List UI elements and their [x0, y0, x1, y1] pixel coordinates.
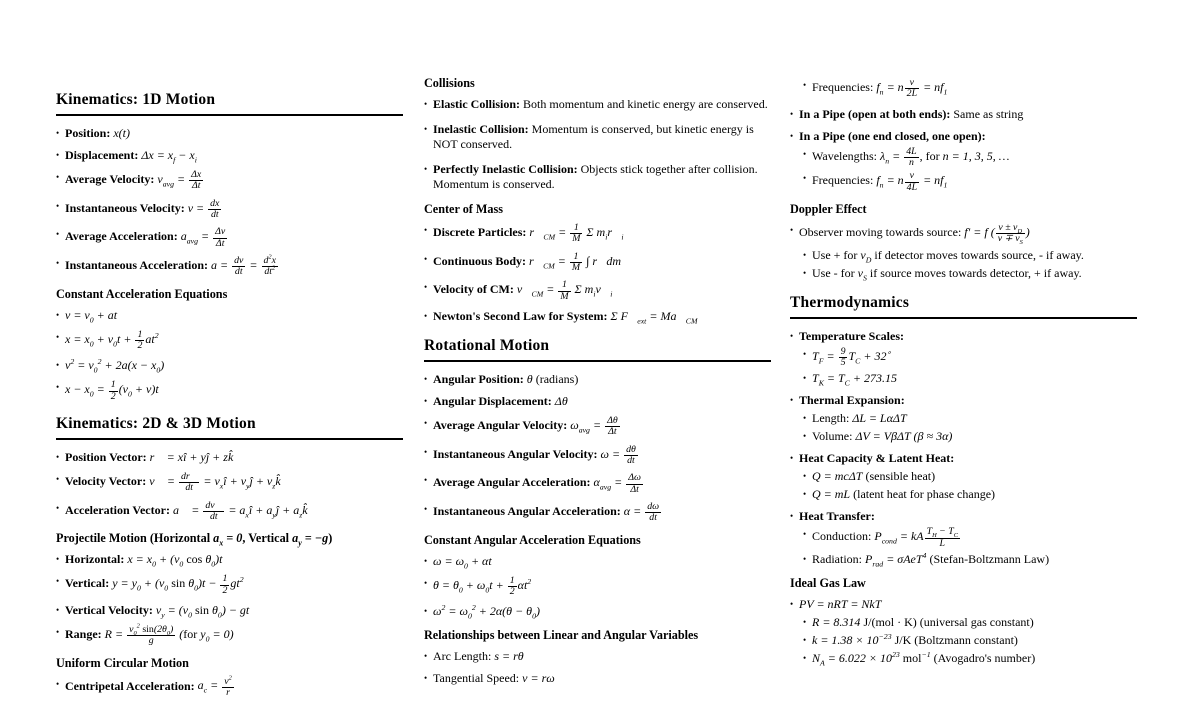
bullet-icon: • [56, 626, 60, 637]
bullet-icon: • [803, 616, 807, 627]
fraction: $\frac{d\omega}{dt}$ [647, 500, 660, 524]
fraction: $\frac{\Delta\omega}{\Delta t}$ [628, 472, 641, 495]
math-expression: $\alpha_{avg}$ = $\frac{\Delta\omega}{\Delta t}$ [594, 475, 644, 489]
fraction: $\frac{1}{2}$ [222, 573, 228, 596]
formula-line [56, 308, 403, 323]
bullet-icon: • [56, 200, 60, 211]
bullet-icon: • [803, 373, 807, 384]
formula-text: $k = 1.38 \times 10^{-23}$ J/K (Boltzmann constant) [812, 631, 1018, 647]
bullet-icon: • [424, 503, 428, 514]
fraction: $\frac{T_H - T_C}{L}$ [926, 526, 958, 549]
fraction: $\frac{1}{M}$ [560, 279, 569, 302]
fraction: $\frac{\Delta\theta}{\Delta t}$ [607, 414, 618, 438]
formula-text: Length: ΔL = LαΔT [812, 411, 907, 426]
formula-text: Average Angular Acceleration: $\alpha_{avg}$ = $\frac{\Delta\omega}{\Delta t}$ [433, 473, 771, 495]
math-expression: x(t) [113, 126, 130, 140]
math-expression: a = $\frac{dv}{dt}$ = $\frac{d^2x}{dt^2}$ [211, 258, 279, 272]
fraction: $\frac{\Delta v}{\Delta t}$ [215, 226, 226, 249]
bullet-icon: • [56, 150, 60, 160]
bullet-icon: • [790, 108, 794, 119]
math-expression: $\lambda_n$ = $\frac{4L}{n}$ [880, 149, 920, 163]
bullet-icon: • [56, 229, 60, 240]
bullet-icon: • [790, 395, 794, 406]
formula-text: Q = mL (latent heat for phase change) [812, 487, 996, 502]
bullet-icon: • [56, 331, 60, 342]
math-expression: $N_A = 6.022 \times 10^{23}$ mol$^{-1}$ [812, 649, 931, 668]
math-expression: $\omega = \omega_0 + \alpha t$ [433, 553, 492, 570]
math-expression: $a_c$ = $\frac{v^2}{r}$ [198, 678, 235, 692]
formula-text [433, 554, 771, 569]
formula-line [424, 122, 771, 152]
math-expression: θ [526, 371, 533, 386]
bullet-icon: • [803, 173, 807, 184]
math-expression: r⃗ = xî + yĵ + zk̂ [149, 449, 234, 464]
subsection-heading: Center of Mass [424, 202, 503, 216]
formula-text: Displacement: $\Delta x = x_f - x_i$ [65, 148, 197, 165]
formula-line [790, 509, 1137, 524]
subsection-heading: Uniform Circular Motion [56, 655, 189, 670]
formula-line [790, 129, 1137, 144]
formula-line [56, 126, 403, 141]
math-expression: R = 8.314 J/(mol · K) [812, 614, 917, 629]
formula-line [803, 615, 1137, 630]
math-expression: $\omega^2 = \omega_0^2 + 2\alpha(\theta - \theta_0)$ [433, 603, 540, 621]
fraction: $\frac{9}{5}$ [840, 345, 846, 368]
subsection-heading: Relationships between Linear and Angular Variables [424, 628, 699, 643]
formula-text: Frequencies: $f_n = n$ $\frac{v}{4L}$ = $nf_1$ [812, 170, 948, 193]
fraction: $\frac{\Delta x}{\Delta t}$ [191, 169, 202, 192]
fraction: $\frac{v}{2L}$ [906, 77, 918, 100]
formula-line [424, 473, 771, 495]
formula-line [424, 671, 771, 686]
fraction: $\frac{4L}{n}$ [906, 145, 917, 168]
formula-line [56, 574, 403, 596]
math-expression: $\theta = \theta_0 + \omega_0t$ + $\frac{1}{2}$ $\alpha t^2$ [433, 574, 532, 597]
formula-line [424, 372, 771, 387]
formula-line [56, 330, 403, 352]
fraction: $\frac{v_0^2 \sin(2\theta_0)}{g}$ [129, 622, 174, 647]
bullet-icon: • [803, 431, 807, 442]
subsection-heading: Ideal Gas Law [790, 575, 866, 590]
formula-line [803, 552, 1137, 567]
formula-text: Velocity Vector: v⃗ = $\frac{dr⃗}{dt}$ = $v_xî$ + $v_yĵ$ + $v_zk̂$ [65, 470, 281, 494]
math-expression: $\omega_{avg}$ = $\frac{\Delta\theta}{\Delta t}$ [570, 418, 620, 432]
bullet-icon: • [56, 604, 60, 615]
bullet-icon: • [424, 373, 428, 384]
formula-text: Use - for $v_S$ if source moves towards detector, + if away. [812, 265, 1082, 283]
formula-line [803, 487, 1137, 502]
bullet-icon: • [803, 413, 807, 424]
bullet-icon: • [803, 471, 807, 482]
math-expression: ΔV = VβΔT (β ≈ 3α) [855, 429, 953, 444]
formula-text: Inelastic Collision: Momentum is conserved, but kinetic energy is NOT conserved. [433, 122, 754, 151]
formula-text [433, 576, 771, 598]
fraction: $\frac{d\theta}{dt}$ [626, 443, 636, 466]
formula-text: Tangential Speed: v = rω [433, 671, 555, 686]
bullet-icon: • [803, 553, 807, 564]
math-expression: $a_{avg}$ = $\frac{\Delta v}{\Delta t}$ [181, 229, 229, 243]
formula-line [803, 527, 1137, 549]
formula-line [803, 651, 1137, 666]
formula-text [65, 380, 403, 402]
column-2 [424, 76, 771, 693]
math-expression: $f_n = n$ $\frac{v}{2L}$ = $nf_1$ [876, 77, 948, 100]
bullet-icon: • [424, 446, 428, 457]
formula-line [424, 223, 771, 245]
formula-text: Use + for $v_D$ if detector moves towards source, - if away. [812, 247, 1084, 265]
formula-text [65, 358, 403, 373]
formula-text: R = 8.314 J/(mol · K) (universal gas constant) [812, 614, 1034, 629]
section-heading: Kinematics: 2D & 3D Motion [56, 415, 403, 440]
math-expression: $v_D$ [860, 247, 872, 265]
formula-line [56, 199, 403, 221]
bullet-icon: • [56, 309, 60, 320]
bullet-icon: • [424, 395, 428, 406]
formula-line [803, 147, 1137, 169]
fraction: $\frac{1}{2}$ [137, 328, 143, 351]
formula-text: Arc Length: s = rθ [433, 649, 524, 664]
formula-line [56, 622, 403, 647]
formula-line [56, 170, 403, 192]
formula-line [56, 501, 403, 523]
math-expression: a⃗ = $\frac{dv⃗}{dt}$ = $a_xî$ + $a_yĵ$ + $a_zk̂$ [172, 499, 308, 522]
column-3 [790, 78, 1137, 669]
formula-line [790, 223, 1137, 245]
math-expression: s = rθ [494, 649, 524, 664]
formula-text: Angular Position: θ (radians) [433, 371, 579, 386]
formula-text: Temperature Scales: [799, 328, 904, 343]
formula-line [424, 554, 771, 569]
formula-text: Instantaneous Angular Acceleration: α = $\frac{d\omega}{dt}$ [433, 502, 771, 524]
math-expression: ΔL = LαΔT [852, 411, 907, 426]
bullet-icon: • [803, 267, 807, 278]
bullet-icon: • [424, 225, 428, 235]
formula-text: Average Velocity: $v_{avg}$ = $\frac{\Delta x}{\Delta t}$ [65, 170, 403, 192]
formula-text: Angular Displacement: Δθ [433, 393, 568, 408]
math-expression: $v = v_0$ + at [65, 307, 118, 325]
formula-text: $N_A = 6.022 \times 10^{23}$ mol$^{-1}$ (Avogadro's number) [812, 649, 1036, 668]
formula-line [424, 445, 771, 467]
formula-text: In a Pipe (open at both ends): Same as string [799, 106, 1024, 121]
bullet-icon: • [790, 511, 794, 522]
bullet-icon: • [803, 652, 807, 663]
math-expression: v = rω [522, 671, 555, 686]
formula-text: Horizontal: $x = x_0 + (v_0$ $\cos \theta_0)t$ [65, 552, 223, 569]
formula-text [812, 371, 1137, 386]
math-expression: $P_{rad} = \sigma AeT^4$ [865, 550, 927, 569]
formula-text: Discrete Particles: $r⃗_{CM}$ = $\frac{1}{M}$ Σ $m_ir⃗_i$ [433, 222, 624, 245]
formula-text: Elastic Collision: Both momentum and kinetic energy are conserved. [433, 97, 768, 111]
formula-text: Observer moving towards source: f′ = f ( $\frac{v \pm v_D}{v \mp v_S}$ ) [799, 221, 1030, 247]
bullet-icon: • [56, 576, 60, 587]
math-expression: Δθ [554, 393, 568, 408]
bullet-icon: • [424, 282, 428, 293]
column-1 [56, 91, 403, 705]
fraction: $\frac{dx}{dt}$ [210, 197, 220, 220]
bullet-icon: • [424, 310, 428, 321]
math-expression: $T_F$ = $\frac{9}{5}$ $T_C + 32^\circ$ [812, 345, 892, 368]
math-expression: f′ = f ( $\frac{v \pm v_D}{v \mp v_S}$ ) [964, 221, 1030, 247]
bullet-icon: • [56, 502, 60, 513]
formula-text: Q = mcΔT (sensible heat) [812, 469, 936, 484]
formula-text [65, 330, 403, 352]
formula-text: Position: x(t) [65, 126, 130, 140]
formula-line [803, 371, 1137, 386]
formula-line [803, 248, 1137, 263]
bullet-icon: • [56, 360, 60, 371]
formula-text: Acceleration Vector: a⃗ = $\frac{dv⃗}{dt}$ = $a_xî$ + $a_yĵ$ + $a_zk̂$ [65, 499, 308, 522]
bullet-icon: • [424, 475, 428, 486]
formula-text: Radiation: $P_{rad} = \sigma AeT^4$ (Stefan-Boltzmann Law) [812, 550, 1050, 569]
bullet-icon: • [424, 577, 428, 588]
formula-line [803, 633, 1137, 648]
section-heading: Thermodynamics [790, 294, 1137, 319]
formula-line [790, 329, 1137, 344]
bullet-icon: • [790, 330, 794, 341]
math-expression: $x = x_0 + (v_0$ $\cos \theta_0)t$ [127, 552, 223, 569]
math-expression: $v_y = (v_0$ $\sin \theta_0$) − gt [155, 602, 250, 620]
bullet-icon: • [424, 417, 428, 428]
bullet-icon: • [803, 80, 807, 90]
math-expression: $a_x = 0$ [213, 531, 243, 548]
formula-line [424, 649, 771, 664]
bullet-icon: • [803, 249, 807, 260]
math-expression: ω = $\frac{d\theta}{dt}$ [600, 447, 638, 461]
section-heading: Rotational Motion [424, 337, 771, 362]
formula-text: Thermal Expansion: [799, 393, 905, 408]
math-expression: $a_y = -g$ [292, 531, 329, 548]
math-expression: Σ $F⃗_{ext}$ = $Ma⃗_{CM}$ [610, 308, 698, 326]
math-expression: $x = x_0 + v_0t$ + $\frac{1}{2}$ $at^2$ [65, 328, 159, 351]
bullet-icon: • [56, 257, 60, 268]
fraction: $\frac{d^2x}{dt^2}$ [263, 253, 276, 278]
formula-text: Velocity of CM: $v⃗_{CM}$ = $\frac{1}{M}$ Σ $m_iv⃗_i$ [433, 279, 613, 302]
math-expression: $P_{cond}$ = kA $\frac{T_H - T_C}{L}$ [874, 529, 961, 543]
formula-line [56, 472, 403, 494]
formula-line [803, 411, 1137, 426]
bullet-icon: • [56, 554, 60, 565]
fraction: $\frac{1}{2}$ [110, 379, 116, 402]
subsection-heading: Doppler Effect [790, 201, 867, 216]
formula-text: Average Angular Velocity: $\omega_{avg}$ = $\frac{\Delta\theta}{\Delta t}$ [433, 416, 771, 438]
bullet-icon: • [790, 598, 794, 609]
subsection-heading: Constant Acceleration Equations [56, 286, 228, 301]
formula-line [790, 451, 1137, 466]
formula-line [424, 416, 771, 438]
bullet-icon: • [424, 164, 428, 174]
bullet-icon: • [790, 224, 794, 235]
formula-text: Vertical: $y = y_0 + (v_0$ $\sin \theta_0)t$ − $\frac{1}{2}$ $gt^2$ [65, 573, 244, 596]
bullet-icon: • [424, 673, 428, 684]
bullet-icon: • [790, 130, 794, 141]
math-expression: $r⃗_{CM}$ = $\frac{1}{M}$ ∫ r⃗dm [529, 250, 622, 273]
math-expression: Q = mL [812, 487, 851, 502]
math-expression: $f_n = n$ $\frac{v}{4L}$ = $nf_1$ [876, 170, 948, 193]
formula-text [799, 597, 1137, 612]
math-expression: R = $\frac{v_0^2 \sin(2\theta_0)}{g}$ (for $y_0 = 0$) [104, 622, 234, 647]
formula-line [803, 78, 1137, 100]
formula-line [56, 450, 403, 465]
bullet-icon: • [424, 99, 428, 109]
math-expression: $v_S$ [857, 265, 867, 283]
math-expression: PV = nRT = NkT [799, 596, 882, 611]
bullet-icon: • [803, 148, 807, 159]
formula-text: Instantaneous Angular Velocity: ω = $\frac{d\theta}{dt}$ [433, 445, 771, 467]
formula-text: Position Vector: r⃗ = xî + yĵ + zk̂ [65, 449, 234, 464]
math-expression: $r⃗_{CM}$ = $\frac{1}{M}$ Σ $m_ir⃗_i$ [529, 222, 624, 245]
formula-line [424, 280, 771, 302]
formula-text: Perfectly Inelastic Collision: Objects stick together after collision. Momentum is conserved. [433, 162, 758, 191]
subsection-heading: Collisions [424, 76, 475, 90]
formula-line [424, 252, 771, 274]
math-expression: v⃗ = $\frac{dr⃗}{dt}$ = $v_xî$ + $v_yĵ$ + $v_zk̂$ [149, 470, 281, 494]
formula-text: Heat Transfer: [799, 509, 875, 524]
formula-line [790, 107, 1137, 122]
bullet-icon: • [803, 348, 807, 359]
formula-line [56, 227, 403, 249]
formula-line [424, 604, 771, 619]
fraction: $\frac{dr⃗}{dt}$ [180, 470, 198, 494]
formula-text: Average Acceleration: $a_{avg}$ = $\frac{\Delta v}{\Delta t}$ [65, 227, 403, 249]
formula-line [803, 266, 1137, 281]
formula-text: Wavelengths: $\lambda_n$ = $\frac{4L}{n}$ , for n = 1, 3, 5, … [812, 145, 1010, 168]
formula-text: Frequencies: $f_n = n$ $\frac{v}{2L}$ = $nf_1$ [812, 77, 948, 100]
formula-line [424, 162, 771, 192]
formula-text: Conduction: $P_{cond}$ = kA $\frac{T_H - T_C}{L}$ [812, 527, 1137, 549]
formula-text [812, 347, 1137, 369]
bullet-icon: • [803, 489, 807, 500]
math-expression: $v⃗_{CM}$ = $\frac{1}{M}$ Σ $m_iv⃗_i$ [516, 279, 613, 302]
subsection-heading: Projectile Motion (Horizontal $a_x = 0$, Vertical $a_y = -g$) [56, 531, 333, 548]
section-heading: Kinematics: 1D Motion [56, 91, 403, 116]
bullet-icon: • [56, 382, 60, 393]
formula-line [56, 148, 403, 163]
formula-line [56, 552, 403, 567]
formula-line [424, 576, 771, 598]
formula-line [790, 597, 1137, 612]
formula-text: Instantaneous Velocity: v = $\frac{dx}{dt}$ [65, 199, 403, 221]
bullet-icon: • [790, 453, 794, 464]
formula-text: Instantaneous Acceleration: a = $\frac{dv}{dt}$ = $\frac{d^2x}{dt^2}$ [65, 256, 403, 278]
bullet-icon: • [56, 128, 60, 138]
formula-line [790, 393, 1137, 408]
math-expression: $\Delta x = x_f - x_i$ [141, 148, 197, 165]
formula-text [65, 308, 403, 323]
bullet-icon: • [424, 651, 428, 662]
math-expression: n = 1, 3, 5, … [942, 148, 1010, 163]
math-expression: $T_K = T_C + 273.15$ [812, 371, 897, 388]
formula-text: Heat Capacity & Latent Heat: [799, 451, 955, 466]
math-expression: $x - x_0$ = $\frac{1}{2}$ $(v_0 + v)t$ [65, 379, 159, 402]
formula-line [56, 358, 403, 373]
formula-text [433, 604, 771, 619]
formula-text: In a Pipe (one end closed, one open): [799, 128, 986, 143]
formula-text: Continuous Body: $r⃗_{CM}$ = $\frac{1}{M}$ ∫ r⃗dm [433, 250, 622, 273]
math-expression: $v_{avg}$ = $\frac{\Delta x}{\Delta t}$ [157, 172, 204, 186]
formula-line [424, 309, 771, 324]
math-expression: α = $\frac{d\omega}{dt}$ [624, 504, 662, 518]
fraction: $\frac{v \pm v_D}{v \mp v_S}$ [997, 221, 1023, 247]
bullet-icon: • [56, 678, 60, 689]
formula-line [56, 603, 403, 618]
bullet-icon: • [424, 253, 428, 264]
formula-line [56, 674, 403, 699]
fraction: $\frac{1}{2}$ [509, 574, 515, 597]
bullet-icon: • [424, 555, 428, 566]
formula-text: Newton's Second Law for System: Σ $F⃗_{ext}$ = $Ma⃗_{CM}$ [433, 308, 698, 326]
formula-line [424, 502, 771, 524]
bullet-icon: • [56, 172, 60, 182]
formula-text: Vertical Velocity: $v_y = (v_0$ $\sin \theta_0$) − gt [65, 602, 250, 620]
formula-line [56, 253, 403, 278]
subsection-heading: Constant Angular Acceleration Equations [424, 532, 641, 547]
fraction: $\frac{dv}{dt}$ [234, 254, 244, 278]
formula-line [803, 347, 1137, 369]
fraction: $\frac{1}{M}$ [571, 250, 581, 273]
formula-text: Volume: ΔV = VβΔT (β ≈ 3α) [812, 429, 953, 444]
bullet-icon: • [56, 473, 60, 484]
math-expression: $k = 1.38 \times 10^{-23}$ J/K [812, 631, 912, 647]
bullet-icon: • [803, 634, 807, 645]
bullet-icon: • [803, 529, 807, 540]
formula-line [803, 469, 1137, 484]
math-expression: v = $\frac{dx}{dt}$ [188, 201, 223, 215]
formula-text: Range: R = $\frac{v_0^2 \sin(2\theta_0)}{g}$ (for $y_0 = 0$) [65, 622, 234, 647]
fraction: $\frac{v}{4L}$ [906, 170, 918, 193]
formula-line [424, 394, 771, 409]
bullet-icon: • [424, 606, 428, 617]
math-expression: $v^2 = v_0^2 + 2a(x - x_0)$ [65, 357, 165, 375]
formula-line [424, 97, 771, 112]
formula-line [803, 429, 1137, 444]
fraction: $\frac{v^2}{r}$ [224, 674, 232, 698]
math-expression: $y = y_0 + (v_0$ $\sin \theta_0)t$ − $\frac{1}{2}$ $gt^2$ [112, 573, 244, 596]
formula-line [803, 171, 1137, 193]
bullet-icon: • [424, 124, 428, 134]
fraction: $\frac{1}{M}$ [572, 222, 581, 245]
formula-line [56, 380, 403, 402]
fraction: $\frac{dv⃗}{dt}$ [205, 499, 223, 522]
math-expression: Q = mcΔT [812, 469, 863, 484]
bullet-icon: • [56, 451, 60, 462]
formula-text: Centripetal Acceleration: $a_c$ = $\frac{v^2}{r}$ [65, 677, 403, 699]
